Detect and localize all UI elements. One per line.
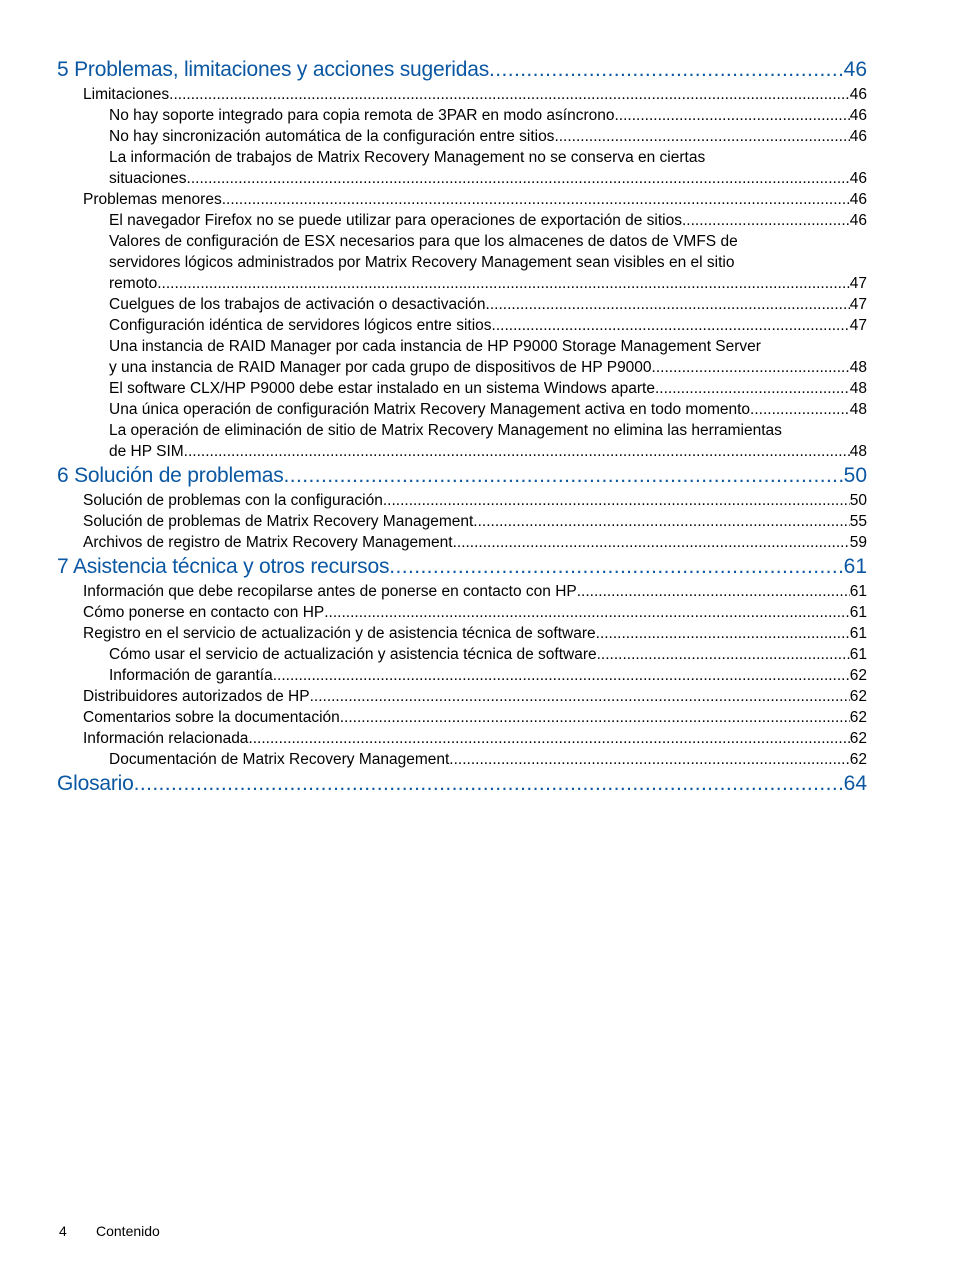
toc-page-number: 59 [849,534,867,551]
toc-entry-title: El navegador Firefox no se puede utilizar para operaciones de exportación de sitios [109,212,682,229]
toc-entry[interactable] [57,294,867,315]
dot-leader [383,490,850,511]
toc-page-number: 50 [849,492,867,509]
toc-entry[interactable] [109,357,867,378]
toc-entry[interactable] [109,441,867,462]
dot-leader [248,728,849,749]
toc-entry[interactable] [57,532,867,553]
toc-entry[interactable] [57,581,867,602]
toc-entry-title-line: Una instancia de RAID Manager por cada instancia de HP P9000 Storage Management Server [109,338,761,355]
toc-page-number: 48 [849,443,867,460]
toc-page-number: 48 [849,380,867,397]
toc-entry-title-line: La operación de eliminación de sitio de Matrix Recovery Management no elimina las herramientas [109,422,782,439]
toc-entry[interactable] [57,105,867,126]
toc-entry-title: Documentación de Matrix Recovery Management [109,751,450,768]
toc-page-number: 47 [849,317,867,334]
toc-entry[interactable] [57,189,867,210]
toc-page-number: 46 [849,191,867,208]
toc-page-number: 62 [849,709,867,726]
toc-entry[interactable] [57,749,867,770]
toc-entry[interactable] [57,463,867,489]
toc-entry[interactable] [57,399,867,420]
toc-page-number: 48 [849,359,867,376]
toc-entry-title: Registro en el servicio de actualización y de asistencia técnica de software [83,625,596,642]
toc-entry[interactable] [57,378,867,399]
toc-page-number: 61 [849,625,867,642]
dot-leader [489,57,844,83]
toc-entry-title: No hay soporte integrado para copia remota de 3PAR en modo asíncrono [109,107,615,124]
toc-entry[interactable] [57,126,867,147]
dot-leader [187,168,850,189]
dot-leader [655,378,850,399]
dot-leader [169,84,850,105]
toc-page-number: 61 [843,555,867,578]
toc-entry[interactable] [57,771,867,797]
toc-entry-title: Glosario [57,772,134,795]
page-footer [59,1222,160,1240]
footer-section-label: Contenido [96,1223,160,1239]
toc-entry[interactable] [57,686,867,707]
dot-leader [750,399,850,420]
dot-leader [554,126,849,147]
dot-leader [324,602,850,623]
toc-page-number: 46 [849,128,867,145]
dot-leader [597,644,850,665]
toc-page-number: 46 [849,107,867,124]
toc-entry-title: Problemas menores [83,191,222,208]
dot-leader [486,294,850,315]
toc-entry-title: Comentarios sobre la documentación [83,709,340,726]
toc-page-number: 64 [843,772,867,795]
toc-entry-title: Cómo ponerse en contacto con HP [83,604,325,621]
toc-entry[interactable] [109,273,867,294]
dot-leader [310,686,850,707]
toc-entry-title-line: Valores de configuración de ESX necesarios para que los almacenes de datos de VMFS de [109,233,738,250]
dot-leader [157,273,850,294]
toc-page-number: 47 [849,296,867,313]
toc-entry-title: y una instancia de RAID Manager por cada grupo de dispositivos de HP P9000 [109,359,652,376]
toc-entry-title: Información que debe recopilarse antes de ponerse en contacto con HP [83,583,577,600]
toc-entry-title: Solución de problemas con la configuración [83,492,383,509]
toc-entry-multiline[interactable] [57,147,867,189]
toc-entry-title: situaciones [109,170,187,187]
toc-page-number: 61 [849,646,867,663]
toc-entry-title: No hay sincronización automática de la configuración entre sitios [109,128,555,145]
toc-page-number: 47 [849,275,867,292]
toc-entry-title: Información de garantía [109,667,273,684]
dot-leader [682,210,850,231]
toc-entry-title: 6 Solución de problemas [57,464,284,487]
toc-page-number: 62 [849,688,867,705]
toc-entry[interactable] [57,728,867,749]
dot-leader [615,105,850,126]
toc-entry-title: El software CLX/HP P9000 debe estar instalado en un sistema Windows aparte [109,380,655,397]
toc-page-number: 46 [843,58,867,81]
footer-page-number: 4 [59,1223,67,1239]
toc-entry-title: Archivos de registro de Matrix Recovery Management [83,534,453,551]
dot-leader [389,554,843,580]
toc-page-number: 48 [849,401,867,418]
toc-entry[interactable] [57,490,867,511]
dot-leader [284,463,844,489]
table-of-contents [57,56,867,798]
dot-leader [453,532,850,553]
toc-entry-title: Cuelgues de los trabajos de activación o desactivación [109,296,486,313]
toc-entry[interactable] [57,644,867,665]
toc-entry-title: 5 Problemas, limitaciones y acciones sugeridas [57,58,490,81]
toc-entry-multiline[interactable] [57,420,867,462]
toc-entry-title: remoto [109,275,158,292]
toc-entry-title: 7 Asistencia técnica y otros recursos [57,555,390,578]
toc-entry-title: Distribuidores autorizados de HP [83,688,310,705]
toc-entry-title-line: La información de trabajos de Matrix Recovery Management no se conserva en ciertas [109,149,706,166]
toc-page-number: 50 [843,464,867,487]
dot-leader [222,189,850,210]
dot-leader [577,581,850,602]
toc-entry[interactable] [109,168,867,189]
toc-entry[interactable] [57,511,867,532]
toc-entry-title: Limitaciones [83,86,170,103]
toc-page-number: 62 [849,667,867,684]
toc-entry[interactable] [57,707,867,728]
toc-entry-multiline[interactable] [57,231,867,294]
dot-leader [273,665,850,686]
toc-page-number: 62 [849,730,867,747]
toc-page-number: 46 [849,212,867,229]
toc-entry-title: Cómo usar el servicio de actualización y asistencia técnica de software [109,646,597,663]
toc-entry-title: Información relacionada [83,730,249,747]
toc-page-number: 46 [849,170,867,187]
dot-leader [449,749,849,770]
dot-leader [473,511,849,532]
dot-leader [340,707,850,728]
toc-entry-multiline[interactable] [57,336,867,378]
toc-entry[interactable] [57,57,867,83]
toc-entry-title: de HP SIM [109,443,184,460]
toc-entry-title-line: servidores lógicos administrados por Matrix Recovery Management sean visibles en el sitio [109,254,735,271]
toc-entry[interactable] [57,623,867,644]
toc-entry[interactable] [57,315,867,336]
dot-leader [492,315,850,336]
dot-leader [596,623,850,644]
toc-entry[interactable] [57,554,867,580]
toc-entry-title: Configuración idéntica de servidores lógicos entre sitios [109,317,492,334]
toc-entry[interactable] [57,210,867,231]
toc-entry[interactable] [57,602,867,623]
toc-entry-title: Una única operación de configuración Matrix Recovery Management activa en todo momento [109,401,751,418]
toc-entry[interactable] [57,665,867,686]
toc-page-number: 61 [849,583,867,600]
dot-leader [184,441,850,462]
dot-leader [134,771,844,797]
toc-page-number: 61 [849,604,867,621]
toc-entry[interactable] [57,84,867,105]
toc-page-number: 55 [849,513,867,530]
toc-entry-title: Solución de problemas de Matrix Recovery Management [83,513,474,530]
dot-leader [652,357,850,378]
toc-page-number: 46 [849,86,867,103]
toc-page-number: 62 [849,751,867,768]
